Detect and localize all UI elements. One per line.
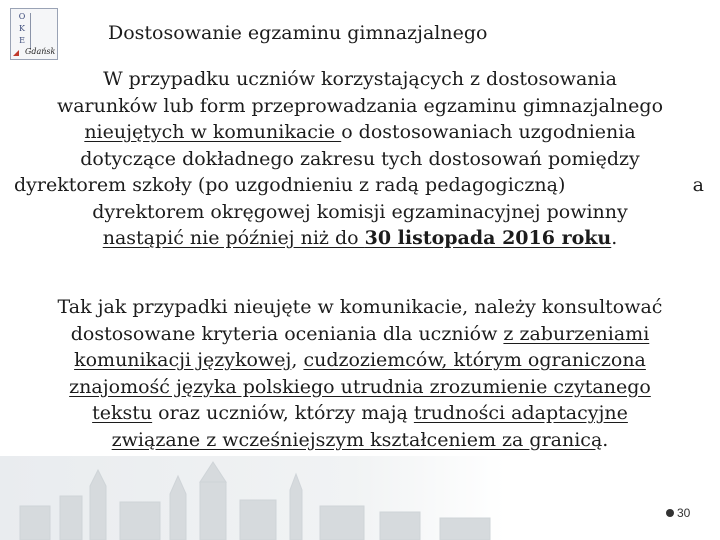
p1-underlined-phrase: nieujętych w komunikacie (84, 121, 342, 143)
p2-line-3 (6, 347, 714, 374)
p1-line-3-rest: o dostosowaniach uzgodnienia (341, 121, 636, 143)
p2-line-2 (6, 321, 714, 348)
p1-line-1: W przypadku uczniów korzystających z dostosowania (103, 68, 617, 90)
p1-line-6: dyrektorem okręgowej komisji egzaminacyjnej powinny (92, 200, 628, 223)
p2-line-3-sep: , (291, 349, 304, 371)
logo-letter-o: O (18, 12, 26, 21)
p1-line-4: dotyczące dokładnego zakresu tych dostosowań pomiędzy (80, 147, 640, 170)
p1-line-3 (6, 119, 714, 146)
p1-line-5 (6, 172, 714, 199)
paragraph-deadline (6, 66, 714, 252)
logo-letter-k: K (19, 24, 25, 33)
p2-line-6-end: . (602, 428, 609, 451)
oke-gdansk-logo (10, 8, 58, 60)
p2-line-4 (6, 374, 714, 401)
logo-corner-mark (13, 50, 19, 56)
p1-line-7-end: . (611, 227, 618, 249)
p2-underlined-text: tekstu (92, 402, 153, 424)
page-number-value: 30 (677, 506, 691, 520)
p2-underlined-disorders: z zaburzeniami (503, 322, 650, 345)
p2-line-2-lead: dostosowane kryteria oceniania dla uczniów (70, 322, 504, 345)
bullet-icon (666, 509, 674, 517)
slide-title: Dostosowanie egzaminu gimnazjalnego (108, 22, 488, 44)
p2-line-6 (6, 427, 714, 454)
p1-deadline-phrase (103, 227, 612, 249)
p2-line-5 (6, 400, 714, 427)
p1-deadline-lead: nastąpić nie później niż do (102, 227, 365, 249)
p1-line-2: warunków lub form przeprowadzania egzaminu gimnazjalnego (56, 94, 664, 117)
p2-line-5-mid: oraz uczniów, którzy mają (152, 402, 414, 424)
gdansk-skyline-watermark (0, 456, 505, 540)
page-number (666, 506, 690, 520)
p2-underlined-language: znajomość języka polskiego utrudnia zrozumienie czytanego (69, 375, 651, 398)
p2-underlined-adaptation: trudności adaptacyjne (413, 402, 628, 424)
paragraph-criteria (6, 294, 714, 453)
p2-underlined-foreigners: cudzoziemców, którym ograniczona (303, 349, 646, 371)
p1-line-5-left: dyrektorem szkoły (po uzgodnieniu z radą pedagogiczną) (14, 174, 566, 196)
logo-letter-e: E (19, 36, 25, 45)
logo-divider (30, 13, 31, 49)
p2-underlined-abroad: związane z wcześniejszym kształceniem za granicą (111, 428, 603, 451)
p1-deadline-date: 30 listopada 2016 roku (364, 227, 612, 249)
p1-line-7 (6, 225, 714, 252)
skyline-illustration (0, 456, 505, 540)
p2-underlined-communication: komunikacji językowej (74, 349, 292, 371)
p2-line-1: Tak jak przypadki nieujęte w komunikacie, należy konsultować (57, 296, 663, 318)
p1-line-5-right: a (692, 174, 704, 196)
logo-signature: Gdańsk (25, 47, 56, 56)
logo-letters (17, 11, 27, 47)
